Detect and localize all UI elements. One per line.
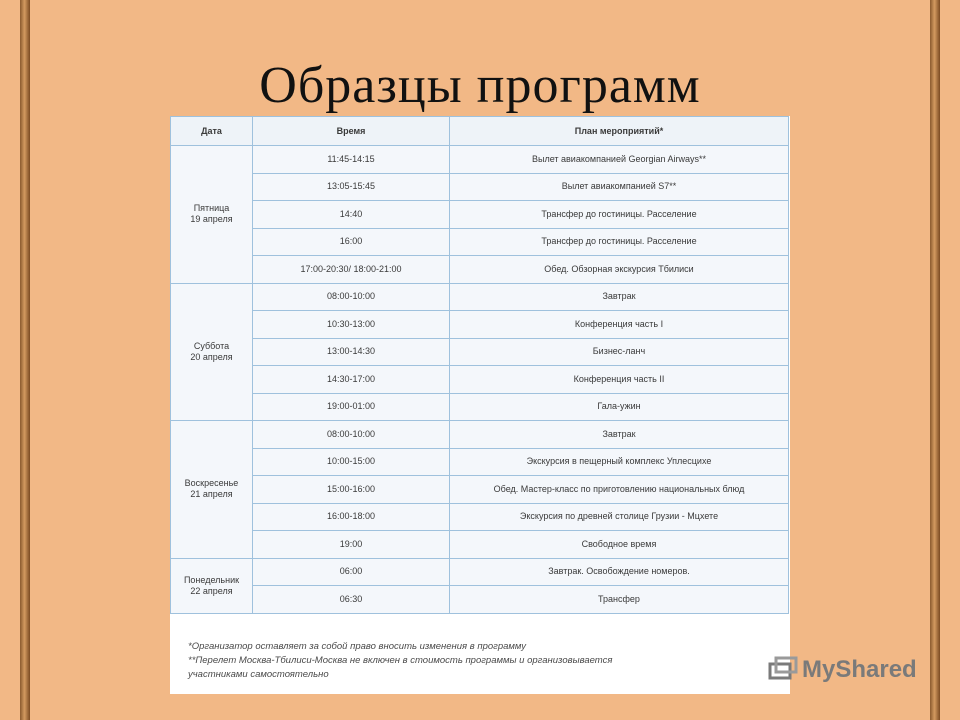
event-cell: Обед. Обзорная экскурсия Тбилиси xyxy=(450,256,789,284)
table-row xyxy=(171,448,789,476)
event-cell: Экскурсия по древней столице Грузии - Мцхете xyxy=(450,503,789,531)
event-cell: Трансфер xyxy=(450,586,789,614)
day-label: Понедельник xyxy=(183,574,240,585)
day-label: Пятница xyxy=(193,203,230,214)
time-cell: 19:00 xyxy=(253,531,450,559)
slide-title: Образцы программ xyxy=(259,57,701,114)
time-cell: 17:00-20:30/ 18:00-21:00 xyxy=(253,256,450,284)
time-cell: 16:00-18:00 xyxy=(253,503,450,531)
footnote-3: участниками самостоятельно xyxy=(188,669,329,680)
time-cell: 14:30-17:00 xyxy=(253,366,450,394)
time-cell: 08:00-10:00 xyxy=(253,283,450,311)
day-label: 21 апреля xyxy=(190,489,233,500)
schedule-image xyxy=(170,116,790,694)
event-cell: Вылет авиакомпанией Georgian Airways** xyxy=(450,146,789,174)
table-row xyxy=(171,476,789,504)
time-cell: 19:00-01:00 xyxy=(253,393,450,421)
table-row xyxy=(171,201,789,229)
table-row xyxy=(171,366,789,394)
footnote-2: **Перелет Москва-Тбилиси-Москва не включен в стоимость программы и организовывается xyxy=(188,655,613,666)
day-label: Суббота xyxy=(193,340,230,351)
myshared-logo-icon xyxy=(768,656,798,684)
table-row xyxy=(171,283,789,311)
day-label: 19 апреля xyxy=(190,214,233,225)
event-cell: Обед. Мастер-класс по приготовлению национальных блюд xyxy=(450,476,789,504)
watermark-logo xyxy=(768,656,917,684)
event-cell: Свободное время xyxy=(450,531,789,559)
table-row xyxy=(171,558,789,586)
time-cell: 10:30-13:00 xyxy=(253,311,450,339)
time-cell: 06:30 xyxy=(253,586,450,614)
time-cell: 10:00-15:00 xyxy=(253,448,450,476)
table-row xyxy=(171,146,789,174)
time-cell: 11:45-14:15 xyxy=(253,146,450,174)
table-row xyxy=(171,421,789,449)
event-cell: Трансфер до гостиницы. Расселение xyxy=(450,228,789,256)
day-label: 22 апреля xyxy=(190,585,233,596)
footnotes xyxy=(188,640,778,682)
day-cell xyxy=(171,283,253,421)
column-header: Время xyxy=(253,117,450,146)
event-cell: Трансфер до гостиницы. Расселение xyxy=(450,201,789,229)
table-row xyxy=(171,393,789,421)
table-row xyxy=(171,256,789,284)
table-row xyxy=(171,173,789,201)
day-cell xyxy=(171,421,253,559)
event-cell: Бизнес-ланч xyxy=(450,338,789,366)
table-row xyxy=(171,338,789,366)
time-cell: 13:00-14:30 xyxy=(253,338,450,366)
schedule-table xyxy=(170,116,789,614)
footnote-1: *Организатор оставляет за собой право вносить изменения в программу xyxy=(188,641,527,652)
table-row xyxy=(171,586,789,614)
table-row xyxy=(171,228,789,256)
time-cell: 16:00 xyxy=(253,228,450,256)
time-cell: 06:00 xyxy=(253,558,450,586)
day-cell xyxy=(171,146,253,284)
time-cell: 08:00-10:00 xyxy=(253,421,450,449)
day-cell xyxy=(171,558,253,613)
table-header-row xyxy=(171,117,789,146)
table-row xyxy=(171,503,789,531)
event-cell: Экскурсия в пещерный комплекс Уплесцихе xyxy=(450,448,789,476)
column-header: План мероприятий* xyxy=(450,117,789,146)
event-cell: Вылет авиакомпанией S7** xyxy=(450,173,789,201)
table-row xyxy=(171,311,789,339)
time-cell: 15:00-16:00 xyxy=(253,476,450,504)
table-row xyxy=(171,531,789,559)
event-cell: Завтрак. Освобождение номеров. xyxy=(450,558,789,586)
column-header: Дата xyxy=(171,117,253,146)
event-cell: Гала-ужин xyxy=(450,393,789,421)
watermark-text: MyShared xyxy=(802,656,917,683)
time-cell: 13:05-15:45 xyxy=(253,173,450,201)
event-cell: Завтрак xyxy=(450,283,789,311)
event-cell: Конференция часть II xyxy=(450,366,789,394)
time-cell: 14:40 xyxy=(253,201,450,229)
event-cell: Конференция часть I xyxy=(450,311,789,339)
day-label: Воскресенье xyxy=(184,478,239,489)
day-label: 20 апреля xyxy=(190,351,233,362)
event-cell: Завтрак xyxy=(450,421,789,449)
